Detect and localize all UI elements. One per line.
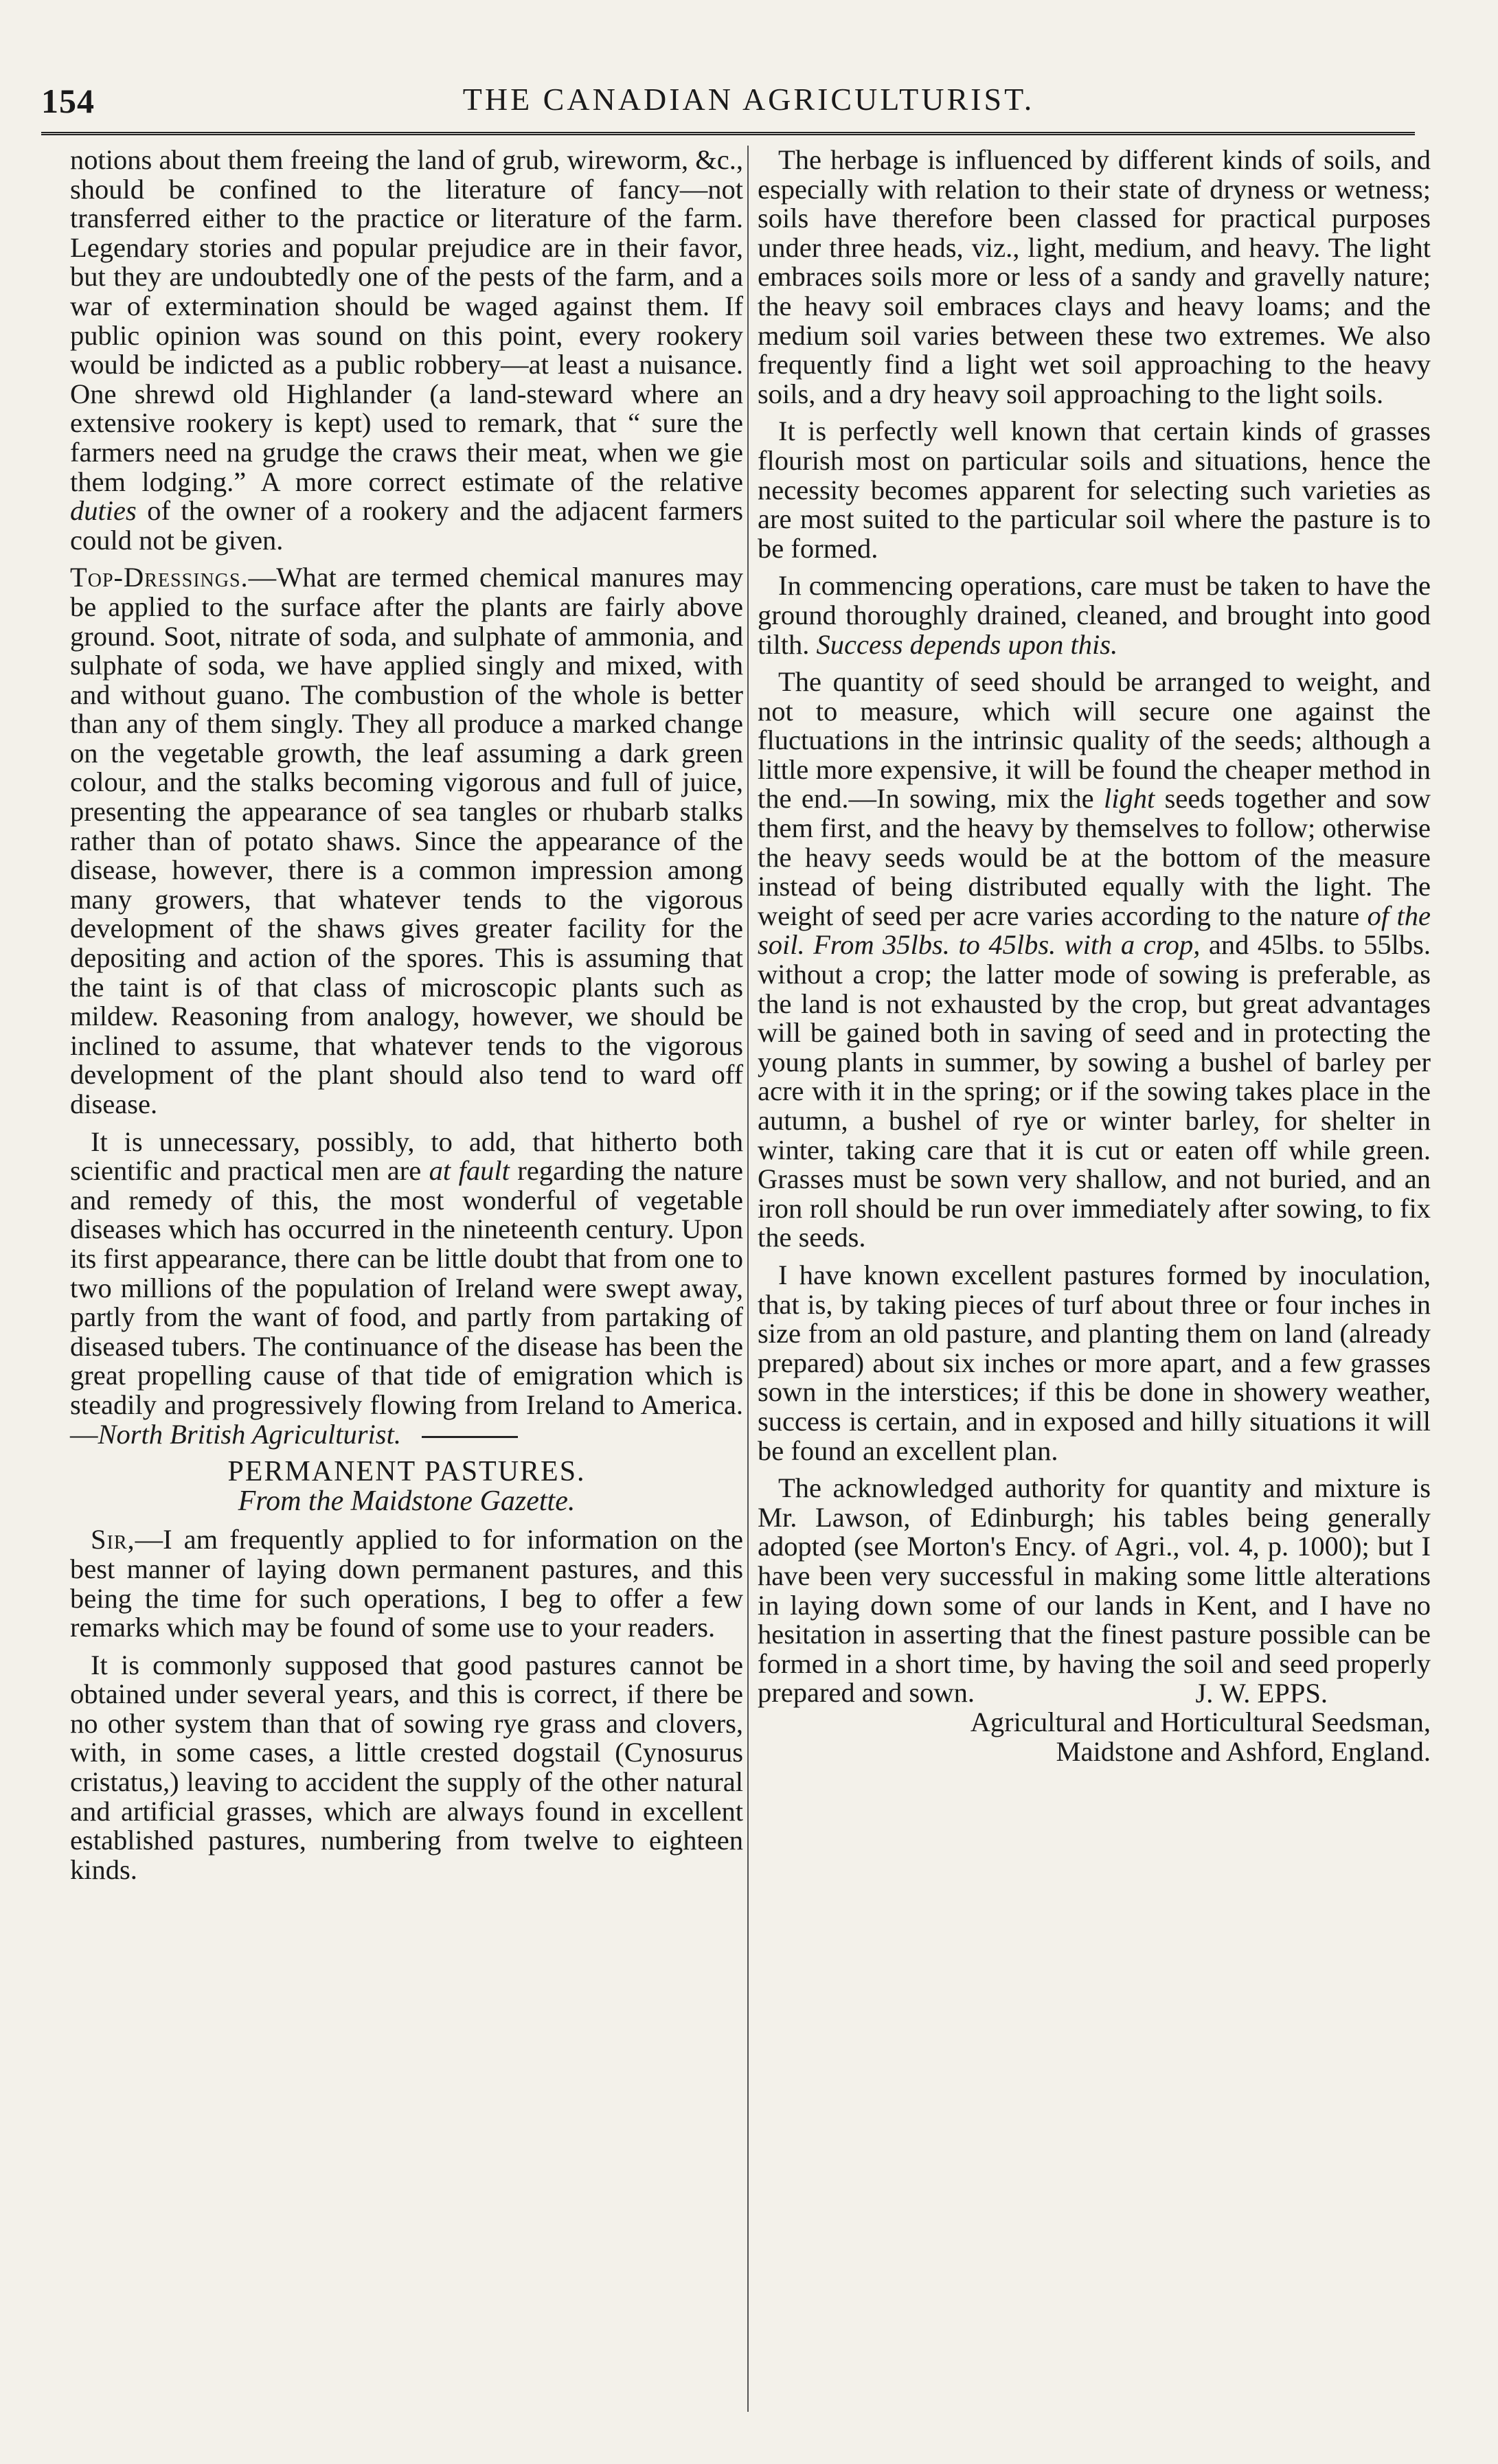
section-divider [422,1436,518,1438]
paragraph-text: The herbage is influenced by different kinds of soils, and especially with relation to their state of dryness or wetness; soils have therefore been classed for practical purposes under three heads, viz., light, medium, and heavy. The light embraces soils more or less of a sandy and gravelly nature; the heavy soil embraces clays and heavy loams; and the medium soil varies between these two extremes. We also frequently find a light wet soil approaching to the heavy soils, and a dry heavy soil approaching to the light soils. [758,144,1431,409]
paragraph-text: It is unnecessary, possibly, to add, that hitherto both scientific and practical men are [70,1126,743,1187]
paragraph-heading: Top-Dressings. [70,562,249,593]
paragraph-text: I have known excellent pastures formed by inoculation, that is, by taking pieces of turf about three or four inches in size from an old pasture, and planting them on land (already prepared) about six inches or more apart, and a few grasses sown in the interstices; if this be done in showery weather, success is certain, and in exposed and hilly situations it will be found an excellent plan. [758,1259,1431,1466]
paragraph [70,563,743,1119]
paragraph-text: of the owner of a rookery and the adjacent farmers could not be given. [70,495,744,556]
left-column [70,146,743,2439]
header-rule [41,132,1415,138]
paragraph [758,146,1431,409]
paragraph-text: In commencing operations, care must be taken to have the ground thoroughly drained, cleaned, and brought into good tilth. [758,570,1431,660]
signature-title: Agricultural and Horticultural Seedsman, [970,1707,1431,1738]
signature: J. W. EPPS. [1195,1677,1328,1709]
running-title: THE CANADIAN AGRICULTURIST. [462,82,1035,117]
paragraph-text: seeds together and sow them first, and the heavy by themselves to follow; otherwise the heavy seeds would be at the bottom of the measure instead of being distributed equally with the light. The weight of seed per acre varies according to the nature [758,783,1431,931]
paragraph [70,1128,743,1450]
paragraph-text: —I am frequently applied to for information on the best manner of laying down permanent pastures, and this being the time for such operations, I beg to offer a few remarks which may be found of some use to your readers. [70,1524,743,1643]
page-header [41,81,1456,129]
italic-text: at fault [429,1155,510,1187]
paragraph-text: It is commonly supposed that good pastures cannot be obtained under several years, and this is correct, if there be no other system than that of sowing rye grass and clovers, with, in some cases, a little crested dogstail (Cynosurus cristatus,) leaving to accident the supply of the other natural and artificial grasses, which are always found in excellent established pastures, numbering from twelve to eighteen kinds. [70,1649,743,1885]
paragraph [758,668,1431,1253]
column-divider [747,146,749,2412]
signature-location: Maidstone and Ashford, England. [1056,1736,1431,1768]
italic-text: light [1103,783,1155,814]
right-column [758,146,1431,2439]
section-title: PERMANENT PASTURES. [227,1456,586,1488]
paragraph-text: It is perfectly well known that certain kinds of grasses flourish most on particular soils and situations, hence the necessity becomes apparent for selecting such varieties as are most suited to the particular soil where the pasture is to be formed. [758,415,1431,564]
italic-text: duties [70,495,137,527]
paragraph-text: The acknowledged authority for quantity and mixture is Mr. Lawson, of Edinburgh; his tables being generally adopted (see Morton's Ency. of Agri., vol. 4, p. 1000); but I have been very successful in making some little alterations in laying down some of our lands in Kent, and I have no hesitation in asserting that the finest pasture possible can be formed in a short time, by having the soil and seed properly prepared and sown. [758,1472,1431,1709]
paragraph-text: —What are termed chemical manures may be applied to the surface after the plants are fairly above ground. Soot, nitrate of soda, and sulphate of ammonia, and sulphate of soda, we have applied singly and mixed, with and without guano. The combustion of the whole is better than any of them singly. They all produce a marked change on the vegetable growth, the leaf assuming a dark green colour, and the stalks becoming vigorous and full of juice, presenting the appearance of sea tangles or rhubarb stalks rather than of potato shaws. Since the appearance of the disease, however, there is a common impression among many growers, that whatever tends to the vigorous development of the shaws gives greater facility for the depositing and action of the spores. This is assuming that the taint is of that class of microscopic plants such as mildew. Reasoning from analogy, however, we should be inclined to assume, that whatever tends to the vigorous development of the plant should also tend to ward off disease. [70,562,743,1119]
page-number: 154 [41,82,95,120]
paragraph [758,417,1431,563]
paragraph [758,571,1431,659]
paragraph-text: and 45lbs. to 55lbs. without a crop; the latter mode of sowing is preferable, as the land is not exhausted by the crop, but great advantages will be gained both in saving of seed and in protecting the young plants in summer, by sowing a bushel of barley per acre with it in the spring; or if the sowing takes place in the autumn, a bushel of rye or winter barley, for shelter in winter, taking care that it is cut or eaten off while green. Grasses must be sown very shallow, and not buried, and an iron roll should be run over immediately after sowing, to fix the seeds. [758,929,1431,1253]
salutation: Sir, [91,1524,135,1555]
source-citation: North British Agriculturist. [98,1418,401,1450]
italic-text: of the soil. From 35lbs. to 45lbs. with a crop, [758,900,1431,961]
paragraph [758,1261,1431,1465]
paragraph [70,1525,743,1642]
paragraph-text: The quantity of seed should be arranged to weight, and not to measure, which will secure one against the fluctuations in the intrinsic quality of the seeds; although a little more expensive, it will be found the cheaper method in the end.—In sowing, mix the [758,666,1431,814]
paragraph [758,1474,1431,1708]
section-subtitle: From the Maidstone Gazette. [238,1485,576,1517]
paragraph [70,1651,743,1885]
italic-text: Success depends upon this. [816,628,1118,660]
paragraph-text: notions about them freeing the land of grub, wireworm, &c., should be confined to the literature of fancy—not transferred either to the practice or literature of the farm. Legendary stories and popular prejudice are in their favor, but they are undoubtedly one of the pests of the farm, and a war of extermination should be waged against them. If public opinion was sound on this point, every rookery would be indicted as a public robbery—at least a nuisance. One shrewd old Highlander (a land-steward where an extensive rookery is kept) used to remark, that “ sure the farmers need na grudge the craws their meat, when we gie them lodging.” A more correct estimate of the relative [70,144,743,497]
paragraph [70,146,743,555]
paragraph-text: regarding the nature and remedy of this, the most wonderful of vegetable diseases which has occurred in the nineteenth century. Upon its first appearance, there can be little doubt that from one to two millions of the population of Ireland were swept away, partly from the want of food, and partly from partaking of diseased tubers. The continuance of the disease has been the great propelling cause of that tide of emigration which is steadily and progressively flowing from Ireland to America.— [70,1155,743,1450]
